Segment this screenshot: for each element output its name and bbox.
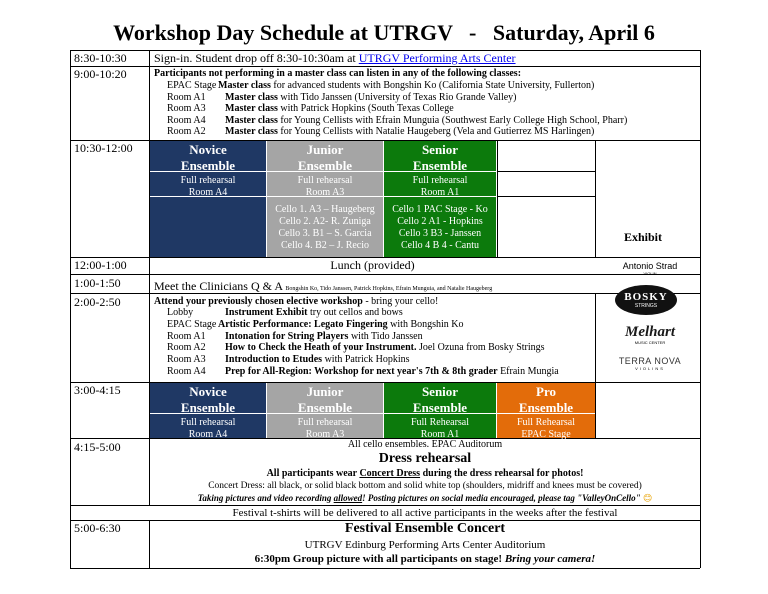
- item-detail: with Tido Janssen: [348, 330, 423, 342]
- melhart-logo: [606, 320, 694, 348]
- item-text: [225, 354, 410, 366]
- senior-title-1: Senior: [421, 384, 459, 399]
- terra-nova-logo: [606, 352, 694, 376]
- junior-title-1: Junior: [306, 142, 344, 157]
- room-label: Room A3: [167, 354, 206, 366]
- table-line: [70, 505, 700, 506]
- table-line: [70, 66, 700, 67]
- dress-line-3a: Taking pictures and video recording: [197, 493, 334, 503]
- table-line: [70, 568, 700, 569]
- concert-line-1a: 6:30pm Group picture with all participants on stage!: [254, 553, 505, 565]
- room-label: Lobby: [167, 307, 194, 318]
- terra-nova-sub: VIOLINS: [635, 366, 665, 371]
- time-electives: 2:00-2:50: [74, 295, 121, 309]
- electives-header-rest: - bring your cello!: [362, 296, 439, 307]
- time-ensemble-2: 3:00-4:15: [74, 383, 121, 397]
- item-text: [225, 342, 545, 354]
- dress-line-1: [150, 468, 700, 480]
- item-detail: for advanced students with Bongshin Ko (California State University, Fullerton): [270, 80, 595, 91]
- junior-sub-2: Room A3: [305, 187, 345, 198]
- room-label: EPAC Stage: [167, 80, 217, 91]
- masterclass-header: Participants not performing in a master class can listen in any of the following classes:: [154, 68, 522, 79]
- table-line: [700, 50, 701, 568]
- senior-divider: [384, 413, 496, 414]
- clinicians-main: Meet the Clinicians Q & A: [154, 279, 286, 293]
- item-text: [225, 126, 594, 138]
- time-ensemble-1: 10:30-12:00: [74, 141, 133, 155]
- pro-title-1: Pro: [536, 384, 556, 399]
- novice-title-1: Novice: [189, 384, 227, 399]
- terra-nova-name: TERRA NOVA: [618, 356, 682, 366]
- room-label: Room A2: [167, 126, 206, 137]
- senior-sub-2: Room A1: [420, 429, 460, 440]
- item-detail: Efrain Mungia: [497, 366, 559, 377]
- pro-ensemble-block: [497, 383, 595, 438]
- item-text: [225, 307, 403, 319]
- novice-ensemble-block-2: [150, 383, 266, 438]
- junior-cello-line: Cello 3. B1 – S. Garcia: [278, 228, 372, 239]
- novice-sub-1: Full rehearsal: [180, 175, 236, 186]
- junior-ensemble-block-2: [267, 383, 383, 438]
- senior-sub-1: Full Rehearsal: [410, 417, 470, 428]
- dress-line-2: Concert Dress: all black, or solid black bottom and solid white top (shoulders, midriff and knees must be covered): [208, 481, 642, 491]
- signin-prefix: Sign-in. Student drop off 8:30-10:30am at: [154, 51, 359, 65]
- junior-title-1: Junior: [306, 384, 344, 399]
- dress-line-1b: during the dress rehearsal for photos!: [420, 468, 584, 479]
- concert-line-1: [150, 553, 700, 566]
- item-detail: Joel Ozuna from Bosky Strings: [416, 342, 545, 354]
- time-dress: 4:15-5:00: [74, 440, 121, 454]
- senior-title-2: Ensemble: [412, 158, 468, 173]
- item-detail: for Young Cellists with Natalie Haugeberg (Vela and Gutierrez MS Harlingen): [277, 126, 595, 137]
- item-text: [225, 92, 517, 104]
- antonio-strad-logo: [606, 258, 694, 278]
- room-label: Room A1: [167, 330, 206, 342]
- senior-sub-1: Full rehearsal: [412, 175, 468, 186]
- item-title: Artistic Performance: Legato Fingering: [218, 318, 388, 330]
- item-title: Intonation for String Players: [225, 330, 349, 342]
- novice-divider: [150, 196, 266, 197]
- table-line: [497, 171, 595, 172]
- novice-title-2: Ensemble: [180, 158, 236, 173]
- signin-link[interactable]: UTRGV Performing Arts Center: [358, 51, 516, 65]
- novice-title-1: Novice: [189, 142, 227, 157]
- senior-divider: [384, 171, 496, 172]
- time-lunch: 12:00-1:00: [74, 258, 127, 272]
- exhibit-label: Exhibit: [624, 230, 663, 244]
- item-detail: with Patrick Hopkins (South Texas College: [277, 103, 454, 114]
- room-label: EPAC Stage: [167, 318, 217, 330]
- senior-cello-line: Cello 4 B 4 - Cantu: [400, 240, 480, 251]
- smile-emoji-icon: 😊: [642, 494, 653, 504]
- senior-ensemble-block-2: [384, 383, 496, 438]
- item-title: Master class: [225, 103, 278, 114]
- junior-cello-line: Cello 4. B2 – J. Recio: [280, 240, 370, 251]
- junior-divider: [267, 171, 383, 172]
- time-signin: 8:30-10:30: [74, 51, 127, 65]
- time-concert: 5:00-6:30: [74, 521, 121, 535]
- item-text: [225, 331, 423, 343]
- time-masterclass: 9:00-10:20: [74, 67, 127, 81]
- senior-ensemble-block-1: [384, 141, 496, 257]
- junior-sub-2: Room A3: [305, 429, 345, 440]
- senior-cello-line: Cello 3 B3 - Janssen: [398, 228, 482, 239]
- junior-title-2: Ensemble: [297, 158, 353, 173]
- bosky-sub: STRINGS: [634, 302, 658, 309]
- dress-line-3b: ! Posting pictures on social media encouraged, please tag "ValleyOnCello": [362, 493, 641, 503]
- concert-camera: Bring your camera!: [504, 553, 596, 565]
- dress-concert-dress: Concert Dress: [359, 468, 421, 479]
- item-title: Master class: [225, 91, 278, 103]
- item-detail: with Tido Janssen (University of Texas Rio Grande Valley): [277, 91, 517, 103]
- junior-cello-line: Cello 1. A3 – Haugeberg: [275, 204, 375, 215]
- item-title: Master class: [225, 126, 278, 137]
- item-text: [218, 319, 464, 331]
- item-text: [218, 80, 594, 92]
- melhart-sub: MUSIC CENTER: [634, 339, 666, 345]
- concert-venue: UTRGV Edinburg Performing Arts Center Auditorium: [304, 539, 546, 551]
- lunch-text: Lunch (provided): [330, 258, 415, 272]
- item-text: [225, 366, 559, 378]
- item-detail: for Young Cellists with Efrain Munguia (Southwest Early College High School, Pharr): [277, 114, 628, 126]
- dress-line-1a: All participants wear: [266, 468, 360, 479]
- pro-divider: [497, 413, 595, 414]
- junior-divider: [267, 196, 383, 197]
- junior-title-2: Ensemble: [297, 400, 353, 415]
- junior-cello-line: Cello 2. A2- R. Zuniga: [279, 216, 371, 227]
- item-title: How to Check the Heath of your Instrument.: [225, 342, 417, 354]
- item-detail: try out cellos and bows: [307, 307, 403, 318]
- concert-title: Festival Ensemble Concert: [344, 521, 506, 536]
- pro-title-2: Ensemble: [518, 400, 574, 415]
- junior-ensemble-block-1: [267, 141, 383, 257]
- dress-title: Dress rehearsal: [378, 451, 472, 466]
- item-text: [225, 103, 454, 115]
- dress-top: All cello ensembles. EPAC Auditorum: [347, 439, 503, 450]
- junior-sub-1: Full rehearsal: [297, 175, 353, 186]
- room-label: Room A4: [167, 114, 206, 126]
- item-title: Instrument Exhibit: [225, 307, 308, 318]
- room-label: Room A1: [167, 91, 206, 103]
- item-title: Introduction to Etudes: [225, 354, 323, 366]
- senior-title-2: Ensemble: [412, 400, 468, 415]
- electives-header: [154, 296, 438, 308]
- bosky-name: BOSKY: [624, 290, 668, 303]
- table-line: [497, 196, 595, 197]
- senior-title-1: Senior: [421, 142, 459, 157]
- senior-cello-line: Cello 2 A1 - Hopkins: [397, 216, 483, 227]
- table-line: [595, 293, 596, 438]
- tshirt-text: Festival t-shirts will be delivered to all active participants in the weeks after the festival: [232, 507, 618, 519]
- pro-sub-2: EPAC Stage: [521, 429, 571, 440]
- signin-text: [154, 52, 516, 66]
- item-title: Prep for All-Region: Workshop for next year's 7th & 8th grader: [225, 366, 498, 377]
- novice-sub-2: Room A4: [188, 429, 228, 440]
- antonio-strad-name: Antonio Strad: [622, 260, 678, 271]
- room-label: Room A2: [167, 342, 206, 354]
- novice-title-2: Ensemble: [180, 400, 236, 415]
- clinicians-text: [154, 277, 492, 295]
- clinicians-names: Bongshin Ko, Tido Janssen, Patrick Hopkins, Efrain Munguia, and Natalie Haugeberg: [285, 286, 493, 292]
- senior-divider: [384, 196, 496, 197]
- novice-divider: [150, 413, 266, 414]
- novice-sub-2: Room A4: [188, 187, 228, 198]
- table-line: [497, 140, 498, 257]
- novice-divider: [150, 171, 266, 172]
- junior-sub-1: Full rehearsal: [297, 417, 353, 428]
- item-text: [225, 115, 627, 127]
- dress-line-3: [150, 493, 700, 504]
- table-line: [595, 140, 596, 257]
- time-clinicians: 1:00-1:50: [74, 276, 121, 290]
- table-line: [70, 50, 71, 568]
- melhart-name: Melhart: [624, 323, 675, 340]
- item-title: Master class: [218, 80, 271, 91]
- item-detail: with Bongshin Ko: [387, 318, 464, 330]
- novice-sub-1: Full rehearsal: [180, 417, 236, 428]
- item-detail: with Patrick Hopkins: [322, 354, 410, 366]
- senior-sub-2: Room A1: [420, 187, 460, 198]
- room-label: Room A4: [167, 366, 206, 377]
- room-label: Room A3: [167, 103, 206, 114]
- senior-cello-line: Cello 1 PAC Stage - Ko: [392, 204, 488, 215]
- antonio-strad-sub: VIOLIN: [643, 270, 657, 276]
- item-title: Master class: [225, 114, 278, 126]
- electives-header-bold: Attend your previously chosen elective workshop: [154, 296, 363, 307]
- pro-sub-1: Full Rehearsal: [516, 417, 576, 428]
- novice-ensemble-block-1: [150, 141, 266, 257]
- bosky-strings-logo: [614, 284, 678, 316]
- dress-allowed: allowed: [333, 493, 363, 503]
- junior-divider: [267, 413, 383, 414]
- page-title: Workshop Day Schedule at UTRGV - Saturday, April 6: [113, 20, 655, 45]
